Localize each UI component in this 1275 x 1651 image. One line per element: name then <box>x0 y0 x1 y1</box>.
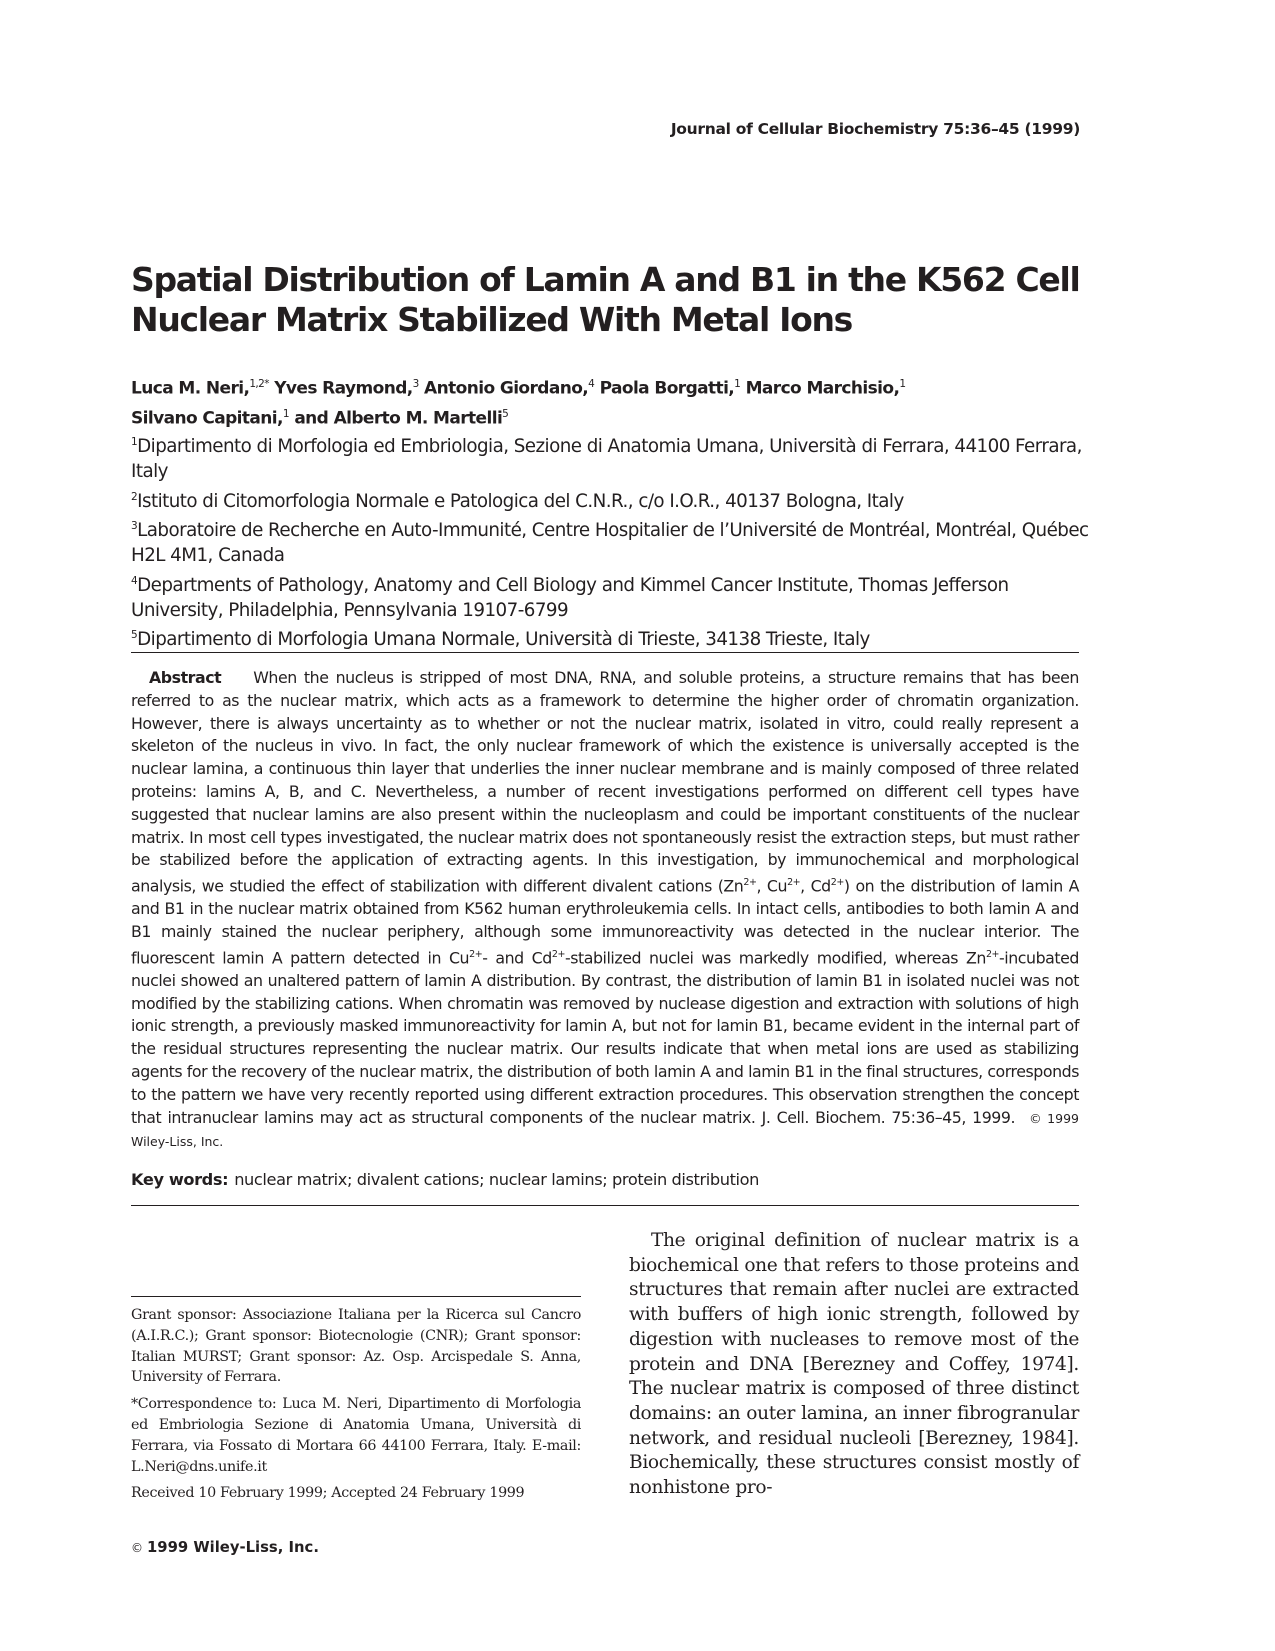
footnote-rule <box>131 1296 581 1297</box>
affiliation-text: Laboratoire de Recherche en Auto-Immunité, Centre Hospitalier de l’Université de Montréal, Montréal, Québec H2L 4M1, Canada <box>131 520 1089 567</box>
charge-sup: 2+ <box>787 877 801 889</box>
author-affiliation-sup: 5 <box>502 407 509 420</box>
charge-sup: 2+ <box>985 948 1000 960</box>
author-name: Silvano Capitani, <box>131 408 283 429</box>
charge-sup: 2+ <box>551 948 565 960</box>
keywords <box>131 1170 759 1189</box>
affiliation-number: 1 <box>131 436 138 448</box>
author-affiliation-sup: 1 <box>282 407 289 420</box>
footer-text: 1999 Wiley-Liss, Inc. <box>147 1539 319 1556</box>
affiliation <box>131 514 1091 569</box>
author-list <box>131 372 1031 431</box>
keywords-label: Key words: <box>131 1170 229 1189</box>
affiliation-text: Departments of Pathology, Anatomy and Cell Biology and Kimmel Cancer Institute, Thomas Jefferson University, Philadelphia, Pennsylvania 19107-6799 <box>131 574 1009 621</box>
author-affiliation-sup: 4 <box>588 378 595 390</box>
author-name: Marco Marchisio, <box>745 378 900 399</box>
charge-sup: 2+ <box>830 877 844 889</box>
affiliation-text: Dipartimento di Morfologia Umana Normale, Università di Trieste, 34138 Trieste, Italy <box>137 629 870 651</box>
affiliation-number: 4 <box>131 574 138 587</box>
correspondence: *Correspondence to: Luca M. Neri, Dipartimento di Morfologia ed Embriologia Sezione di Anatomia Umana, Università di Ferrara, via Fossato di Mortara 66 44100 Ferrara, Italy. E-mail: L.Neri@dns.unife.it <box>131 1396 581 1475</box>
affiliation-number: 3 <box>131 520 138 533</box>
affiliation-text: Dipartimento di Morfologia ed Embriologia, Sezione di Anatomia Umana, Università di Ferrara, 44100 Ferrara, Italy <box>131 436 1082 482</box>
author-name: Paola Borgatti, <box>599 378 735 399</box>
paper-title <box>131 260 1091 340</box>
abstract-text: When the nucleus is stripped of most DNA, RNA, and soluble proteins, a structure remains that has been referred to as the nuclear matrix, which acts as a framework to determine the higher order of chromatin organization. However, there is always uncertainty as to whether or not the nuclear matrix, isolated in vitro, could really represent a skeleton of the nucleus in vivo. In fact, the only nuclear framework of which the existence is universally accepted is the nuclear lamina, a continuous thin layer that underlies the inner nuclear membrane and is mainly composed of three related proteins: lamins A, B, and C. Nevertheless, a number of recent investigations performed on different cell types have suggested that nuclear lamins are also present within the nucleoplasm and could be important constituents of the nuclear matrix. In most cell types investigated, the nuclear matrix does not spontaneously resist the extraction steps, but must rather be stabilized before the application of extracting agents. In this investigation, by immunochemical and morphological analysis, we studied the effect of stabilization with different divalent cations (Zn <box>131 668 1079 896</box>
affiliation-text: Istituto di Citomorfologia Normale e Patologica del C.N.R., c/o I.O.R., 40137 Bologna, Italy <box>137 490 904 512</box>
author-name: Luca M. Neri, <box>131 378 250 399</box>
abstract-text: -incubated nuclei showed an unaltered pattern of lamin A distribution. By contrast, the distribution of lamin B1 in isolated nuclei was not modified by the stabilizing cations. When chromatin was removed by nuclease digestion and extraction with solutions of high ionic strength, a previously masked immunoreactivity for lamin A, but not for lamin B1, became evident in the internal part of the residual structures representing the nuclear matrix. Our results indicate that when metal ions are used as stabilizing agents for the recovery of the nuclear matrix, the distribution of both lamin A and lamin B1 in the final structures, corresponds to the pattern we have very recently reported using different extraction procedures. This observation strengthen the concept that intranuclear lamins may act as structural components of the nuclear matrix. J. Cell. Biochem. 75:36–45, 1999. <box>131 948 1079 1127</box>
divider-bottom <box>131 1205 1079 1206</box>
affiliation <box>131 623 1091 653</box>
footer-copyright <box>131 1539 319 1556</box>
copyright-symbol: © <box>131 1541 143 1555</box>
abstract-label: Abstract <box>149 668 222 687</box>
author-name: and Alberto M. Martelli <box>294 408 503 429</box>
abstract-copyright: © 1999 Wiley-Liss, Inc. <box>131 1110 1079 1150</box>
author-name: Yves Raymond, <box>274 378 413 399</box>
charge-sup: 2+ <box>469 948 483 960</box>
abstract-text: , Cu <box>756 876 788 896</box>
divider-top <box>131 652 1079 653</box>
journal-citation: Journal of Cellular Biochemistry 75:36–45 (1999) <box>670 120 1080 138</box>
author-name: Antonio Giordano, <box>424 378 589 399</box>
affiliations <box>131 430 1091 653</box>
abstract-text: - and Cd <box>482 948 552 968</box>
author-affiliation-sup: 1 <box>899 378 906 390</box>
title-line-1: Spatial Distribution of Lamin A and B1 in the K562 Cell <box>131 260 1080 299</box>
footnotes <box>131 1305 581 1510</box>
author-affiliation-sup: 3 <box>412 378 419 390</box>
affiliation <box>131 569 1091 624</box>
affiliation <box>131 485 1091 515</box>
abstract-text: ) on the distribution of lamin A and B1 in the nuclear matrix obtained from K562 human erythroleukemia cells. In intact cells, antibodies to both lamin A and B1 mainly stained the nuclear periphery, although some immunoreactivity was detected in the nuclear interior. The fluorescent lamin A pattern detected in Cu <box>131 876 1079 968</box>
author-affiliation-sup: 1 <box>734 378 741 390</box>
title-line-2: Nuclear Matrix Stabilized With Metal Ions <box>131 300 853 339</box>
author-affiliation-sup: 1,2* <box>249 378 269 390</box>
grant-sponsors: Grant sponsor: Associazione Italiana per la Ricerca sul Cancro (A.I.R.C.); Grant sponsor: Biotecnologie (CNR); Grant sponsor: Italian MURST; Grant sponsor: Az. Osp. Arcispedale S. Anna, University of Ferrara. <box>131 1307 581 1386</box>
affiliation <box>131 430 1091 485</box>
abstract-text: , Cd <box>800 876 831 896</box>
affiliation-number: 5 <box>131 629 138 642</box>
abstract-text: -stabilized nuclei was markedly modified, whereas Zn <box>564 948 986 968</box>
body-paragraph: The original definition of nuclear matrix is a biochemical one that refers to those proteins and structures that remain after nuclei are extracted with buffers of high ionic strength, followed by digestion with nucleases to remove most of the protein and DNA [Berezney and Coffey, 1974]. The nuclear matrix is composed of three distinct domains: an outer lamina, an inner fibrogranular network, and residual nucleoli [Berezney, 1984]. Biochemically, these structures consist mostly of nonhistone pro- <box>629 1230 1079 1499</box>
keywords-text: nuclear matrix; divalent cations; nuclear lamins; protein distribution <box>234 1170 759 1189</box>
received-date: Received 10 February 1999; Accepted 24 February 1999 <box>131 1485 525 1502</box>
abstract <box>131 667 1079 1154</box>
charge-sup: 2+ <box>743 877 757 889</box>
affiliation-number: 2 <box>131 490 138 503</box>
